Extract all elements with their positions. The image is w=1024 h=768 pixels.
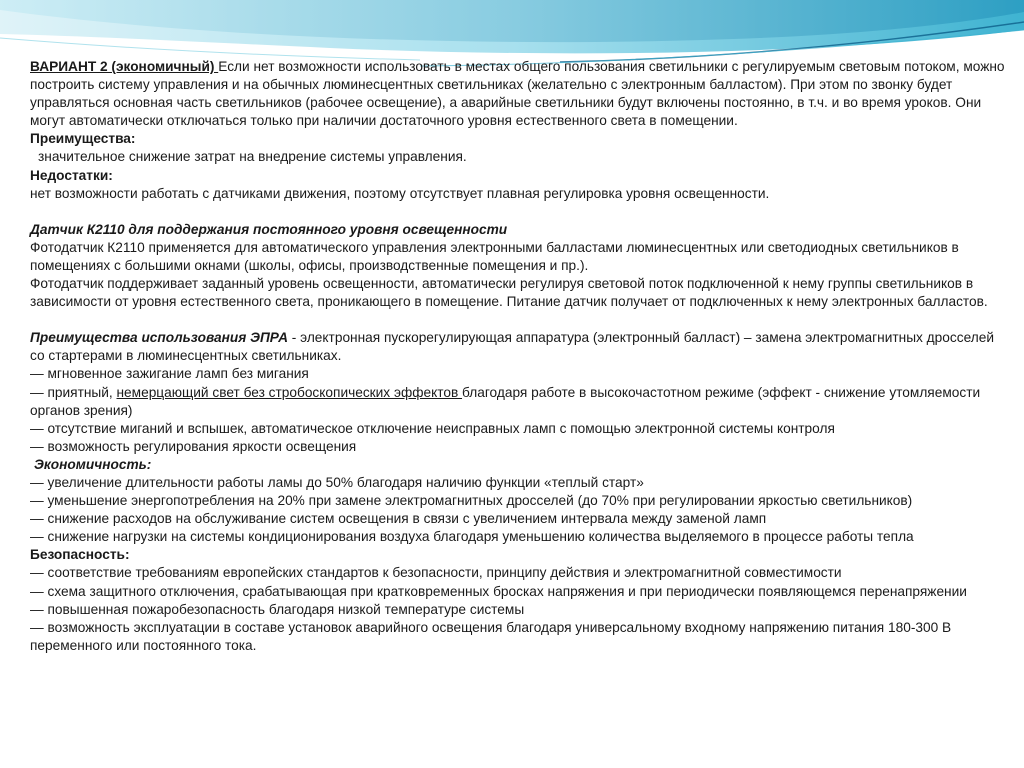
economy-item: — уменьшение энергопотребления на 20% при замене электромагнитных дросселей (до 70% при регулировании яркостью светильников) <box>30 493 913 509</box>
epra-item: — возможность регулирования яркости освещения <box>30 438 357 454</box>
epra-item: — отсутствие миганий и вспышек, автоматическое отключение неисправных ламп с помощью электронной системы контроля <box>30 420 835 436</box>
safety-item: — повышенная пожаробезопасность благодаря низкой температуре системы <box>30 601 525 617</box>
epra-item-underlined: немерцающий свет без стробоскопических эффектов <box>116 384 463 400</box>
sensor-heading: Датчик К2110 для поддержания постоянного уровня освещенности <box>30 221 508 237</box>
epra-item: — мгновенное зажигание ламп без мигания <box>30 366 309 382</box>
variant-paragraph <box>30 58 1005 130</box>
variant-text: Если нет возможности использовать в местах общего пользования светильники с регулируемым световым потоком, можно построить систему управления и на обычных люминесцентных светильниках (желательно с электронным балластом). При этом по звонку будет управляться основная часть светильников (рабочее освещение), а аварийные светильники будут включены постоянно, в т.ч. и во время уроков. Они могут автоматически отключаться только при наличии достаточного уровня естественного света в помещении. <box>30 59 1005 129</box>
safety-heading: Безопасность: <box>30 547 130 563</box>
epra-item-suffix: благодаря работе в высокочастотном режиме (эффект - снижение утомляемости органов зрения) <box>30 384 981 418</box>
sensor-paragraph-2: Фотодатчик поддерживает заданный уровень освещенности, автоматически регулируя световой поток подключенной к нему группы светильников в зависимости от уровня естественного света, проникающего в помещение. Питание датчик получает от подключенных к нему электронных балластов. <box>30 276 988 310</box>
epra-paragraph <box>30 329 1005 365</box>
spacer <box>30 203 1005 221</box>
safety-item: — соответствие требованиям европейских стандартов к безопасности, принципу действия и электромагнитной совместимости <box>30 565 842 581</box>
slide-content <box>30 58 1005 655</box>
economy-item: — снижение нагрузки на системы кондиционирования воздуха благодаря уменьшению количества выделяемого в процессе работы тепла <box>30 529 914 545</box>
economy-heading: Экономичность: <box>34 456 152 472</box>
epra-item-prefix: — приятный, <box>30 384 117 400</box>
disadvantages-text: нет возможности работать с датчиками движения, поэтому отсутствует плавная регулировка уровня освещенности. <box>30 185 770 201</box>
safety-item: — схема защитного отключения, срабатывающая при кратковременных бросках напряжения и при периодически появляющемся перенапряжении <box>30 583 967 599</box>
epra-heading: Преимущества использования ЭПРА <box>30 330 288 346</box>
variant-title: ВАРИАНТ 2 (экономичный) <box>30 59 219 74</box>
economy-item: — увеличение длительности работы ламы до 50% благодаря наличию функции «теплый старт» <box>30 474 644 490</box>
sensor-paragraph-1: Фотодатчик К2110 применяется для автоматического управления электронными балластами люминесцентных или светодиодных светильников в помещениях с большими окнами (школы, офисы, производственные помещения и пр.). <box>30 239 959 273</box>
epra-item <box>30 384 1005 420</box>
advantages-heading: Преимущества: <box>30 131 136 147</box>
spacer <box>30 311 1005 329</box>
epra-intro: - электронная пускорегулирующая аппаратура (электронный балласт) – замена электромагнитных дросселей со стартерами в люминесцентных светильниках. <box>30 330 994 364</box>
advantages-text: значительное снижение затрат на внедрение системы управления. <box>38 149 467 165</box>
economy-item: — снижение расходов на обслуживание систем освещения в связи с увеличением интервала между заменой ламп <box>30 511 767 527</box>
disadvantages-heading: Недостатки: <box>30 167 113 183</box>
safety-item: — возможность эксплуатации в составе установок аварийного освещения благодаря универсальному входному напряжению питания 180-300 В переменного или постоянного тока. <box>30 619 952 653</box>
